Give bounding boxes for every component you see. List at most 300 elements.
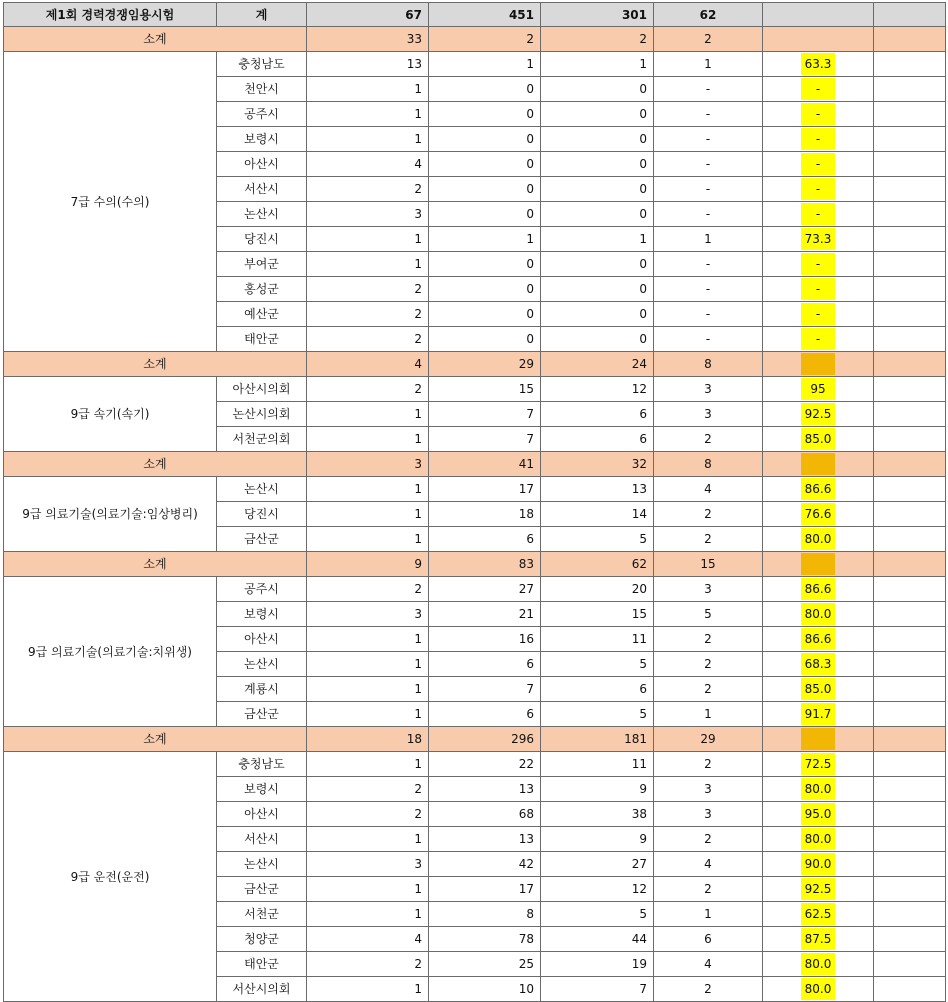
positions: 1 [307, 627, 429, 652]
subtotal-examinees: 2 [541, 27, 654, 52]
examinees: 6 [541, 427, 654, 452]
extra-cell [874, 427, 946, 452]
cutoff-score: 95.0 [801, 803, 835, 825]
region-name: 당진시 [217, 227, 307, 252]
applicants: 0 [429, 202, 541, 227]
applicants: 0 [429, 102, 541, 127]
applicants: 18 [429, 502, 541, 527]
examinees: 5 [541, 527, 654, 552]
extra-cell [874, 877, 946, 902]
region-name: 천안시 [217, 77, 307, 102]
extra-cell [874, 202, 946, 227]
positions: 1 [307, 877, 429, 902]
positions: 2 [307, 777, 429, 802]
subtotal-score-cell [763, 452, 874, 477]
extra-cell [874, 377, 946, 402]
applicants: 0 [429, 302, 541, 327]
passed: 3 [654, 377, 763, 402]
positions: 1 [307, 127, 429, 152]
applicants: 17 [429, 877, 541, 902]
subtotal-row [4, 727, 946, 752]
applicants: 27 [429, 577, 541, 602]
subtotal-applicants: 2 [429, 27, 541, 52]
applicants: 6 [429, 527, 541, 552]
applicants: 16 [429, 627, 541, 652]
subtotal-score-cell [763, 727, 874, 752]
table-row [4, 477, 946, 502]
positions: 2 [307, 327, 429, 352]
score-cell [763, 752, 874, 777]
score-cell [763, 977, 874, 1002]
subtotal-score-cell [763, 352, 874, 377]
region-name: 아산시 [217, 152, 307, 177]
extra-cell [874, 952, 946, 977]
positions: 1 [307, 102, 429, 127]
subtotal-positions: 3 [307, 452, 429, 477]
total-positions: 67 [307, 3, 429, 27]
positions: 2 [307, 802, 429, 827]
region-name: 아산시의회 [217, 377, 307, 402]
score-cell [763, 152, 874, 177]
passed: 4 [654, 952, 763, 977]
region-name: 아산시 [217, 802, 307, 827]
applicants: 7 [429, 677, 541, 702]
subtotal-row [4, 27, 946, 52]
cutoff-score: - [801, 203, 835, 225]
subtotal-score-cell [763, 552, 874, 577]
score-cell [763, 177, 874, 202]
passed: 2 [654, 502, 763, 527]
cutoff-score: 91.7 [801, 703, 835, 725]
total-applicants: 451 [429, 3, 541, 27]
region-name: 서천군 [217, 902, 307, 927]
cutoff-score: - [801, 78, 835, 100]
score-cell [763, 427, 874, 452]
group-name: 9급 운전(운전) [4, 752, 217, 1002]
region-name: 충청남도 [217, 52, 307, 77]
examinees: 13 [541, 477, 654, 502]
cutoff-score: 76.6 [801, 503, 835, 525]
passed: 2 [654, 427, 763, 452]
total-extra-cell [874, 3, 946, 27]
applicants: 1 [429, 227, 541, 252]
examinees: 5 [541, 902, 654, 927]
subtotal-label: 소계 [4, 352, 307, 377]
subtotal-extra-cell [874, 552, 946, 577]
score-cell [763, 252, 874, 277]
subtotal-applicants: 296 [429, 727, 541, 752]
positions: 1 [307, 252, 429, 277]
passed: 2 [654, 827, 763, 852]
extra-cell [874, 52, 946, 77]
passed: 2 [654, 627, 763, 652]
examinees: 6 [541, 402, 654, 427]
positions: 2 [307, 377, 429, 402]
extra-cell [874, 502, 946, 527]
examinees: 44 [541, 927, 654, 952]
total-label: 계 [217, 3, 307, 27]
passed: 3 [654, 802, 763, 827]
region-name: 홍성군 [217, 277, 307, 302]
applicants: 8 [429, 902, 541, 927]
extra-cell [874, 702, 946, 727]
subtotal-score-highlight [801, 728, 835, 750]
region-name: 금산군 [217, 877, 307, 902]
examinees: 19 [541, 952, 654, 977]
extra-cell [874, 827, 946, 852]
region-name: 논산시 [217, 852, 307, 877]
score-cell [763, 102, 874, 127]
positions: 2 [307, 277, 429, 302]
examinees: 0 [541, 252, 654, 277]
passed: 3 [654, 402, 763, 427]
examinees: 0 [541, 127, 654, 152]
score-cell [763, 227, 874, 252]
score-cell [763, 927, 874, 952]
table-row [4, 377, 946, 402]
subtotal-score-highlight [801, 553, 835, 575]
applicants: 42 [429, 852, 541, 877]
examinees: 20 [541, 577, 654, 602]
cutoff-score: 86.6 [801, 628, 835, 650]
cutoff-score: 95 [801, 378, 835, 400]
score-cell [763, 827, 874, 852]
total-score-cell [763, 3, 874, 27]
score-cell [763, 627, 874, 652]
examinees: 9 [541, 827, 654, 852]
extra-cell [874, 527, 946, 552]
cutoff-score: - [801, 153, 835, 175]
exam-title: 제1회 경력경쟁임용시험 [4, 3, 217, 27]
cutoff-score: 68.3 [801, 653, 835, 675]
passed: - [654, 327, 763, 352]
extra-cell [874, 652, 946, 677]
positions: 1 [307, 827, 429, 852]
positions: 1 [307, 527, 429, 552]
extra-cell [874, 152, 946, 177]
table-body [4, 3, 946, 1002]
region-name: 서산시 [217, 177, 307, 202]
cutoff-score: 86.6 [801, 578, 835, 600]
positions: 2 [307, 302, 429, 327]
exam-results-table [3, 2, 946, 1002]
total-passed: 62 [654, 3, 763, 27]
cutoff-score: 86.6 [801, 478, 835, 500]
subtotal-applicants: 83 [429, 552, 541, 577]
passed: - [654, 152, 763, 177]
cutoff-score: 63.3 [801, 53, 835, 75]
positions: 1 [307, 77, 429, 102]
passed: 3 [654, 777, 763, 802]
subtotal-applicants: 41 [429, 452, 541, 477]
score-cell [763, 877, 874, 902]
passed: 1 [654, 702, 763, 727]
group-name: 7급 수의(수의) [4, 52, 217, 352]
cutoff-score: 80.0 [801, 778, 835, 800]
region-name: 충청남도 [217, 752, 307, 777]
region-name: 서산시의회 [217, 977, 307, 1002]
cutoff-score: 80.0 [801, 603, 835, 625]
applicants: 15 [429, 377, 541, 402]
score-cell [763, 677, 874, 702]
cutoff-score: 85.0 [801, 678, 835, 700]
examinees: 0 [541, 177, 654, 202]
cutoff-score: - [801, 328, 835, 350]
subtotal-label: 소계 [4, 727, 307, 752]
subtotal-extra-cell [874, 452, 946, 477]
score-cell [763, 777, 874, 802]
region-name: 논산시 [217, 652, 307, 677]
examinees: 12 [541, 377, 654, 402]
region-name: 아산시 [217, 627, 307, 652]
examinees: 6 [541, 677, 654, 702]
subtotal-extra-cell [874, 27, 946, 52]
subtotal-examinees: 181 [541, 727, 654, 752]
applicants: 0 [429, 277, 541, 302]
positions: 2 [307, 577, 429, 602]
subtotal-label: 소계 [4, 27, 307, 52]
passed: - [654, 277, 763, 302]
passed: 4 [654, 852, 763, 877]
score-cell [763, 702, 874, 727]
region-name: 서천군의회 [217, 427, 307, 452]
region-name: 태안군 [217, 327, 307, 352]
passed: 3 [654, 577, 763, 602]
table-row [4, 752, 946, 777]
passed: - [654, 252, 763, 277]
score-cell [763, 802, 874, 827]
examinees: 0 [541, 202, 654, 227]
extra-cell [874, 477, 946, 502]
passed: 1 [654, 227, 763, 252]
cutoff-score: - [801, 103, 835, 125]
extra-cell [874, 927, 946, 952]
region-name: 공주시 [217, 102, 307, 127]
passed: 1 [654, 52, 763, 77]
cutoff-score: 72.5 [801, 753, 835, 775]
extra-cell [874, 227, 946, 252]
positions: 1 [307, 652, 429, 677]
examinees: 0 [541, 77, 654, 102]
region-name: 금산군 [217, 702, 307, 727]
applicants: 0 [429, 327, 541, 352]
examinees: 1 [541, 52, 654, 77]
applicants: 68 [429, 802, 541, 827]
score-cell [763, 327, 874, 352]
subtotal-examinees: 62 [541, 552, 654, 577]
examinees: 14 [541, 502, 654, 527]
subtotal-examinees: 32 [541, 452, 654, 477]
subtotal-label: 소계 [4, 452, 307, 477]
group-name: 9급 의료기술(의료기술:임상병리) [4, 477, 217, 552]
subtotal-row [4, 552, 946, 577]
region-name: 서산시 [217, 827, 307, 852]
region-name: 보령시 [217, 127, 307, 152]
extra-cell [874, 252, 946, 277]
cutoff-score: 62.5 [801, 903, 835, 925]
examinees: 11 [541, 752, 654, 777]
positions: 1 [307, 752, 429, 777]
cutoff-score: 92.5 [801, 878, 835, 900]
examinees: 0 [541, 152, 654, 177]
positions: 1 [307, 502, 429, 527]
group-name: 9급 속기(속기) [4, 377, 217, 452]
extra-cell [874, 302, 946, 327]
score-cell [763, 502, 874, 527]
applicants: 13 [429, 777, 541, 802]
subtotal-label: 소계 [4, 552, 307, 577]
extra-cell [874, 277, 946, 302]
cutoff-score: 85.0 [801, 428, 835, 450]
examinees: 11 [541, 627, 654, 652]
subtotal-applicants: 29 [429, 352, 541, 377]
subtotal-extra-cell [874, 352, 946, 377]
applicants: 6 [429, 652, 541, 677]
subtotal-positions: 18 [307, 727, 429, 752]
extra-cell [874, 577, 946, 602]
examinees: 9 [541, 777, 654, 802]
cutoff-score: - [801, 278, 835, 300]
extra-cell [874, 102, 946, 127]
applicants: 22 [429, 752, 541, 777]
examinees: 5 [541, 702, 654, 727]
positions: 3 [307, 602, 429, 627]
group-name: 9급 의료기술(의료기술:치위생) [4, 577, 217, 727]
subtotal-passed: 8 [654, 452, 763, 477]
cutoff-score: 90.0 [801, 853, 835, 875]
positions: 4 [307, 152, 429, 177]
score-cell [763, 302, 874, 327]
passed: - [654, 127, 763, 152]
score-cell [763, 277, 874, 302]
positions: 13 [307, 52, 429, 77]
applicants: 13 [429, 827, 541, 852]
subtotal-row [4, 352, 946, 377]
passed: - [654, 102, 763, 127]
subtotal-positions: 4 [307, 352, 429, 377]
examinees: 0 [541, 277, 654, 302]
applicants: 1 [429, 52, 541, 77]
region-name: 부여군 [217, 252, 307, 277]
cutoff-score: 87.5 [801, 928, 835, 950]
subtotal-passed: 8 [654, 352, 763, 377]
passed: - [654, 177, 763, 202]
positions: 1 [307, 677, 429, 702]
positions: 1 [307, 227, 429, 252]
passed: - [654, 302, 763, 327]
passed: - [654, 202, 763, 227]
score-cell [763, 652, 874, 677]
score-cell [763, 477, 874, 502]
region-name: 계룡시 [217, 677, 307, 702]
score-cell [763, 202, 874, 227]
extra-cell [874, 752, 946, 777]
positions: 1 [307, 977, 429, 1002]
score-cell [763, 902, 874, 927]
region-name: 보령시 [217, 777, 307, 802]
positions: 1 [307, 477, 429, 502]
passed: 2 [654, 677, 763, 702]
applicants: 0 [429, 127, 541, 152]
subtotal-positions: 9 [307, 552, 429, 577]
passed: 2 [654, 652, 763, 677]
cutoff-score: 92.5 [801, 403, 835, 425]
cutoff-score: 80.0 [801, 828, 835, 850]
extra-cell [874, 327, 946, 352]
extra-cell [874, 902, 946, 927]
subtotal-passed: 29 [654, 727, 763, 752]
extra-cell [874, 677, 946, 702]
score-cell [763, 52, 874, 77]
score-cell [763, 377, 874, 402]
applicants: 7 [429, 402, 541, 427]
extra-cell [874, 127, 946, 152]
applicants: 78 [429, 927, 541, 952]
subtotal-score-cell [763, 27, 874, 52]
positions: 2 [307, 952, 429, 977]
examinees: 27 [541, 852, 654, 877]
positions: 1 [307, 702, 429, 727]
cutoff-score: - [801, 253, 835, 275]
applicants: 25 [429, 952, 541, 977]
extra-cell [874, 177, 946, 202]
extra-cell [874, 402, 946, 427]
subtotal-passed: 2 [654, 27, 763, 52]
score-cell [763, 77, 874, 102]
cutoff-score: 80.0 [801, 978, 835, 1000]
subtotal-passed: 15 [654, 552, 763, 577]
extra-cell [874, 602, 946, 627]
extra-cell [874, 77, 946, 102]
passed: 5 [654, 602, 763, 627]
cutoff-score: - [801, 178, 835, 200]
applicants: 17 [429, 477, 541, 502]
region-name: 청양군 [217, 927, 307, 952]
cutoff-score: 80.0 [801, 953, 835, 975]
region-name: 논산시의회 [217, 402, 307, 427]
total-row [4, 3, 946, 27]
passed: 4 [654, 477, 763, 502]
applicants: 0 [429, 177, 541, 202]
positions: 4 [307, 927, 429, 952]
score-cell [763, 852, 874, 877]
cutoff-score: - [801, 303, 835, 325]
extra-cell [874, 627, 946, 652]
examinees: 0 [541, 302, 654, 327]
region-name: 공주시 [217, 577, 307, 602]
cutoff-score: 73.3 [801, 228, 835, 250]
passed: 6 [654, 927, 763, 952]
passed: 1 [654, 902, 763, 927]
score-cell [763, 952, 874, 977]
examinees: 7 [541, 977, 654, 1002]
applicants: 6 [429, 702, 541, 727]
region-name: 논산시 [217, 202, 307, 227]
region-name: 논산시 [217, 477, 307, 502]
examinees: 15 [541, 602, 654, 627]
positions: 3 [307, 202, 429, 227]
extra-cell [874, 777, 946, 802]
passed: 2 [654, 752, 763, 777]
positions: 1 [307, 902, 429, 927]
extra-cell [874, 852, 946, 877]
region-name: 보령시 [217, 602, 307, 627]
subtotal-extra-cell [874, 727, 946, 752]
region-name: 태안군 [217, 952, 307, 977]
applicants: 0 [429, 152, 541, 177]
extra-cell [874, 977, 946, 1002]
applicants: 10 [429, 977, 541, 1002]
